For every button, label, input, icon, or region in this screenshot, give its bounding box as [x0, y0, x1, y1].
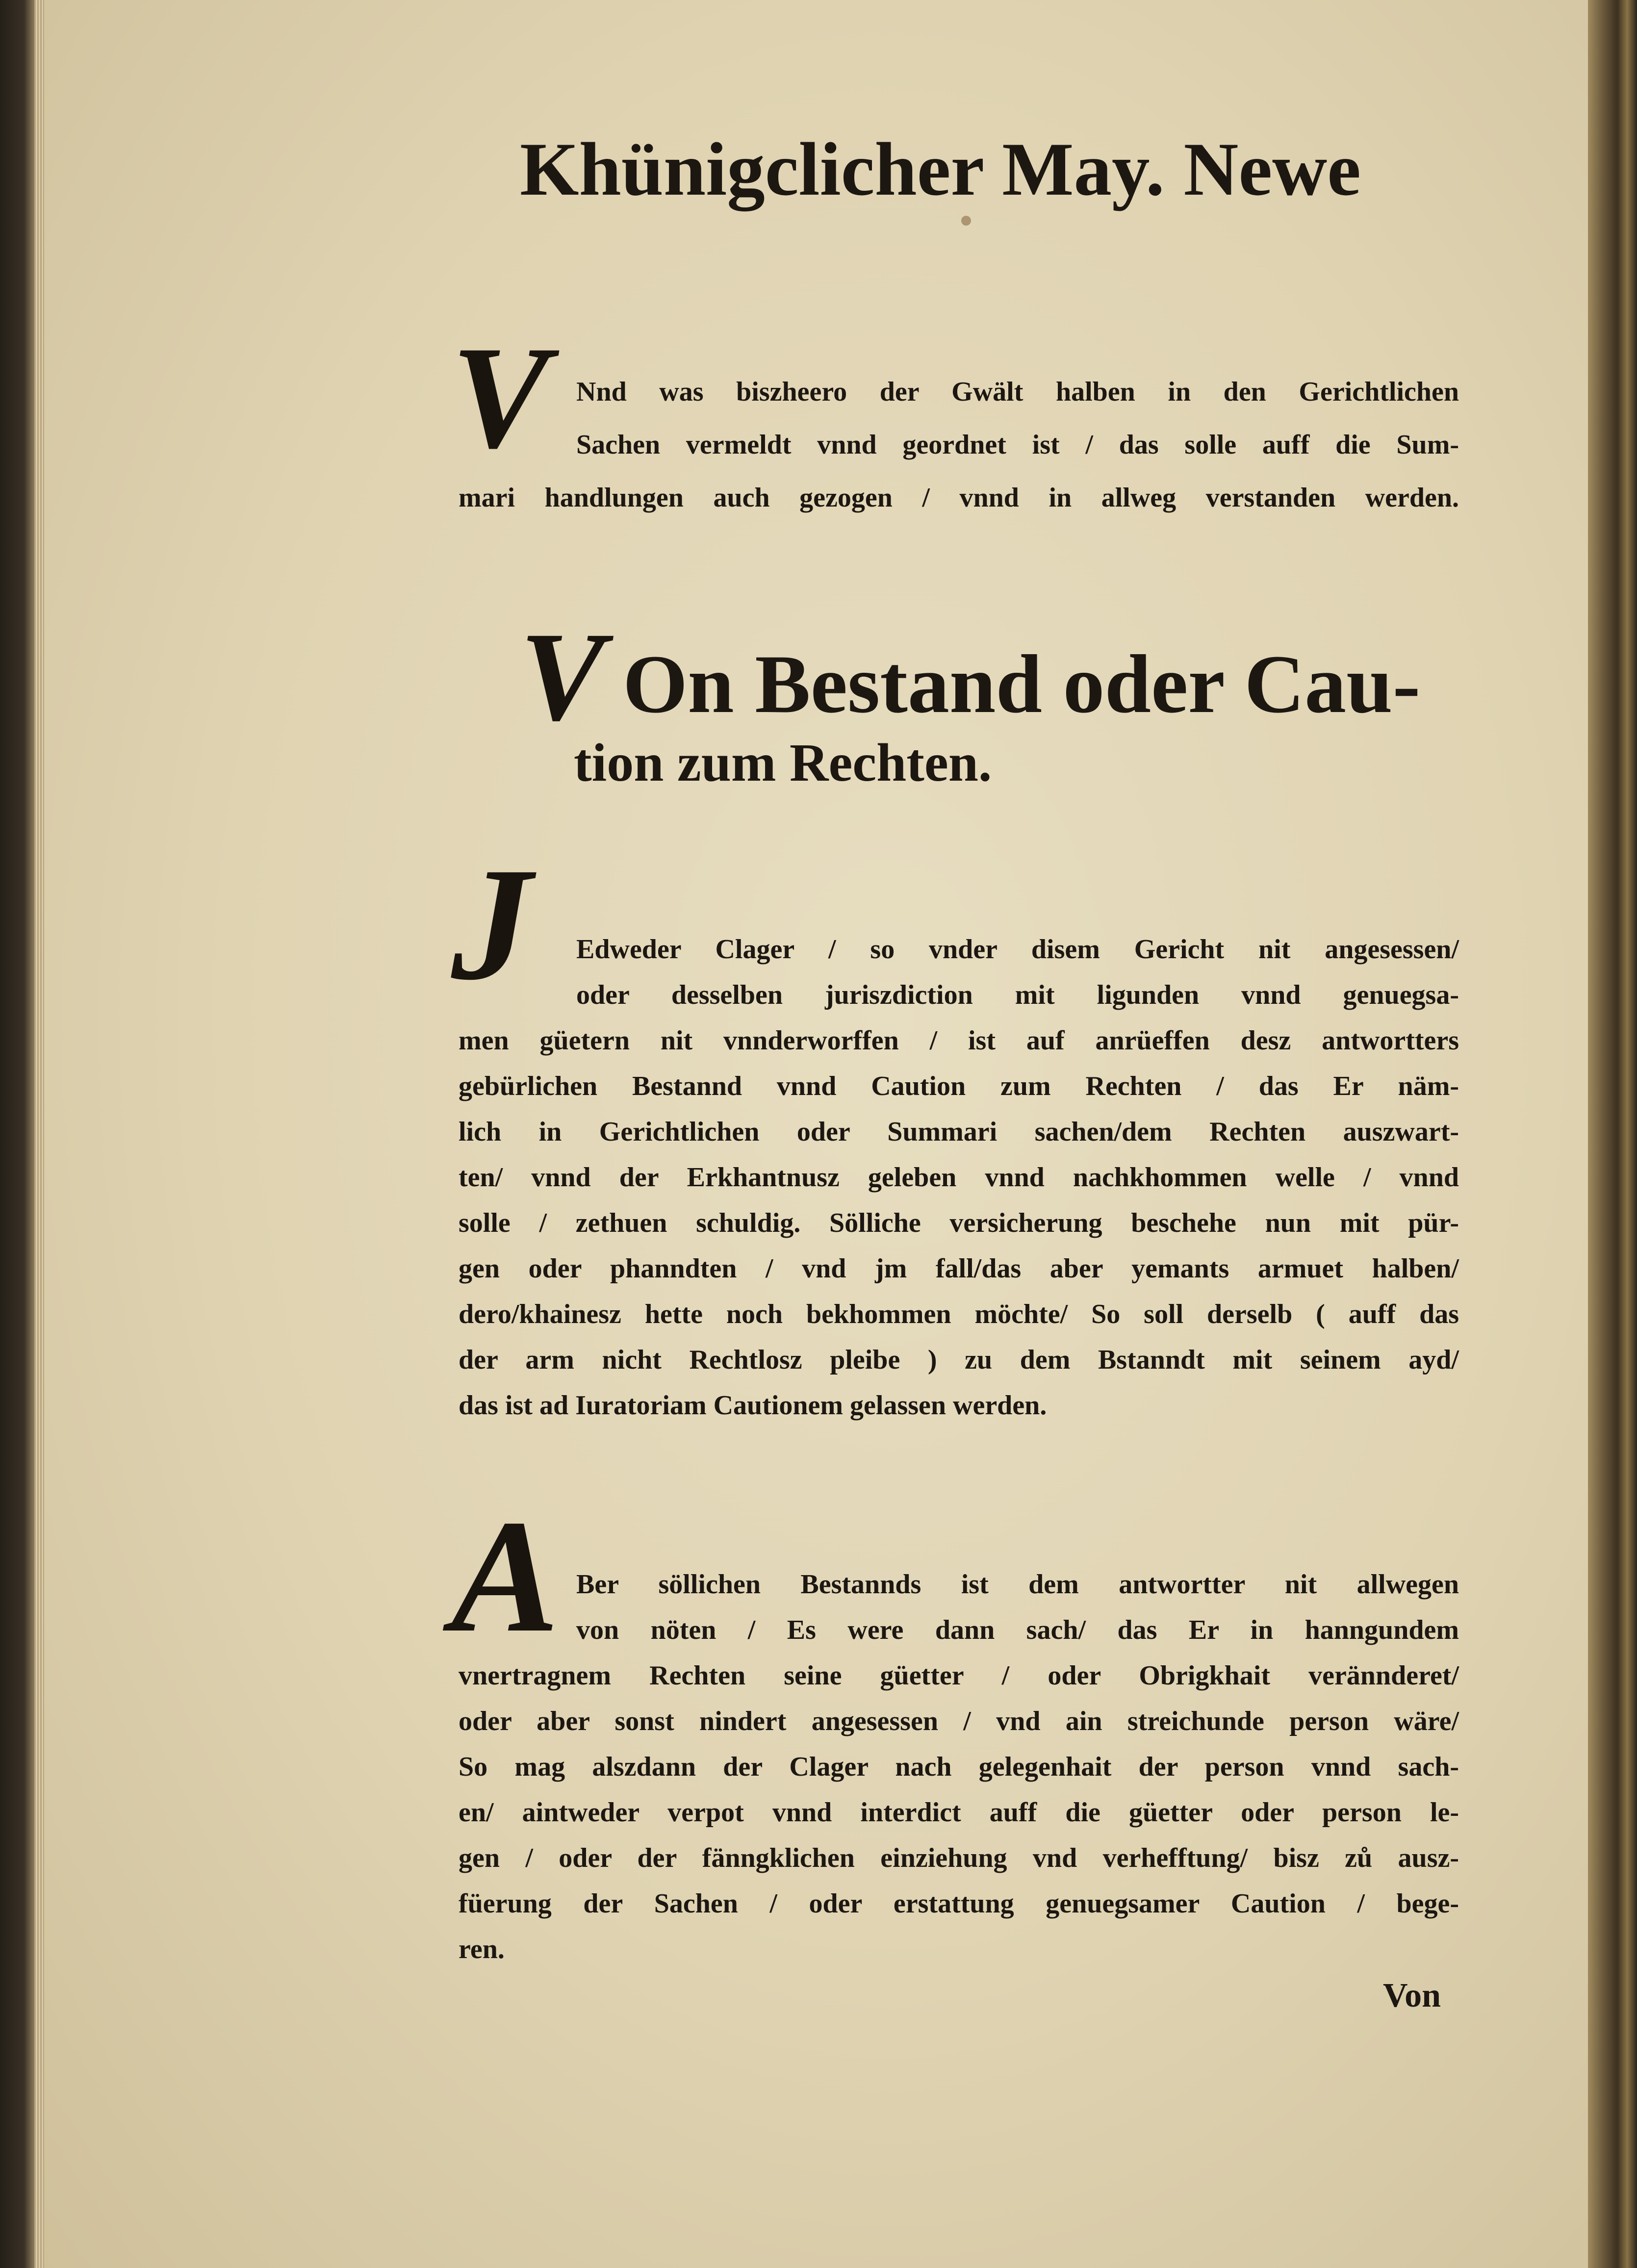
paragraph-2 — [459, 927, 1459, 1428]
text-line: mari handlungen auch gezogen / vnnd in allweg verstanden werden. — [459, 483, 1459, 513]
text-line: gen oder phanndten / vnd jm fall/das aber yemants armuet halben/ — [459, 1253, 1459, 1284]
text-line: gen / oder der fänngklichen einziehung vnd verhefftung/ bisz zů ausz- — [459, 1843, 1459, 1873]
catchword: Von — [1383, 1977, 1441, 2014]
text-line: Sachen vermeldt vnnd geordnet ist / das solle auff die Sum- — [576, 430, 1459, 460]
book-fore-edge — [1588, 0, 1637, 2268]
decorated-initial-v: V — [451, 316, 550, 479]
text-line: Nnd was biszheero der Gwält halben in den Gerichtlichen — [576, 377, 1459, 407]
text-line: en/ aintweder verpot vnnd interdict auff die güetter oder person le- — [459, 1797, 1459, 1828]
text-line: gebürlichen Bestannd vnnd Caution zum Rechten / das Er näm- — [459, 1071, 1459, 1101]
decorated-initial-i: J — [451, 835, 532, 1014]
ink-blot — [961, 216, 971, 226]
text-line: Edweder Clager / so vnder disem Gericht nit angesessen/ — [576, 934, 1459, 965]
text-line: das ist ad Iuratoriam Cautionem gelassen werden. — [459, 1390, 1047, 1421]
text-line: vnertragnem Rechten seine güetter / oder Obrigkhait verännderet/ — [459, 1660, 1459, 1691]
heading-initial-v: V — [520, 606, 605, 747]
text-line: So mag alszdann der Clager nach gelegenhait der person vnnd sach- — [459, 1752, 1459, 1782]
text-line: men güetern nit vnnderworffen / ist auf anrüeffen desz antwortters — [459, 1025, 1459, 1056]
page-edge-lines — [34, 0, 44, 2268]
section-heading-line-2: tion zum Rechten. — [574, 733, 992, 792]
heading-line-1: On Bestand oder Cau- — [623, 638, 1421, 730]
paragraph-1 — [459, 365, 1459, 524]
book-gutter-edge — [0, 0, 34, 2268]
text-line: dero/khainesz hette noch bekhommen möchte/ So soll derselb ( auff das — [459, 1299, 1459, 1329]
text-line: füerung der Sachen / oder erstattung genuegsamer Caution / bege- — [459, 1888, 1459, 1919]
text-line: ren. — [459, 1934, 505, 1964]
text-line: der arm nicht Rechtlosz pleibe ) zu dem Bstanndt mit seinem ayd/ — [459, 1345, 1459, 1375]
paragraph-3 — [459, 1562, 1459, 1972]
text-line: oder aber sonst nindert angesessen / vnd ain streichunde person wäre/ — [459, 1706, 1459, 1736]
running-title: Khünigclicher May. Newe — [520, 127, 1361, 211]
decorated-initial-a: A — [451, 1487, 560, 1666]
text-line: oder desselben juriszdiction mit ligunden vnnd genuegsa- — [576, 980, 1459, 1010]
text-line: von nöten / Es were dann sach/ das Er in hanngundem — [576, 1615, 1459, 1645]
text-line: Ber söllichen Bestannds ist dem antwortter nit allwegen — [576, 1569, 1459, 1600]
text-line: solle / zethuen schuldig. Sölliche versicherung beschehe nun mit pür- — [459, 1208, 1459, 1238]
text-line: ten/ vnnd der Erkhantnusz geleben vnnd nachkhommen welle / vnnd — [459, 1162, 1459, 1193]
section-heading — [623, 633, 1420, 736]
text-line: lich in Gerichtlichen oder Summari sachen/dem Rechten auszwart- — [459, 1117, 1459, 1147]
